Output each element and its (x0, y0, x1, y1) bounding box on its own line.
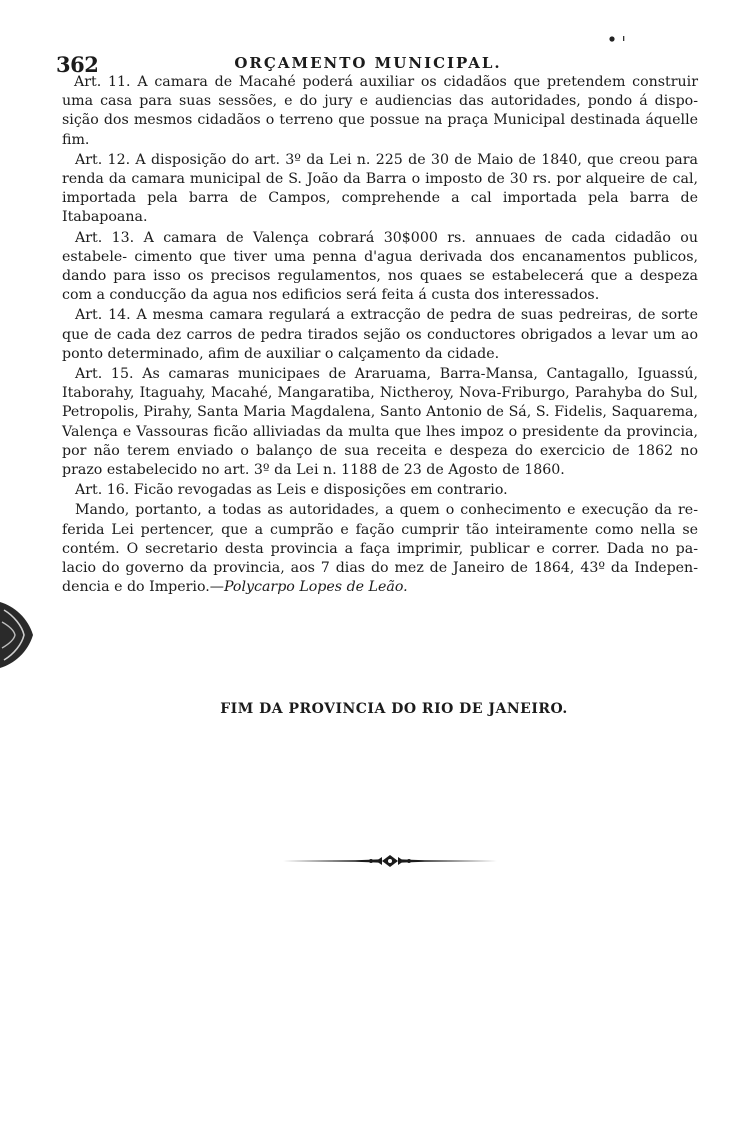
page-number: 362 (56, 52, 99, 77)
signature: Polycarpo Lopes de Leão. (223, 579, 408, 596)
article-13: Art. 13. A camara de Valença cobrará 30$000 rs. annuaes de cada cidadão ou estabele- cimento que tiver uma penna d'agua derivada dos encanamentos publicos, dando para isso os precisos regulamentos, nos quaes se estabelecerá que a despeza com a conducção da agua nos edificios será feita á custa dos interessados. (62, 229, 698, 304)
end-heading: FIM DA PROVINCIA DO RIO DE JANEIRO. (220, 701, 568, 717)
article-16: Art. 16. Ficão revogadas as Leis e disposições em contrario. (75, 482, 508, 499)
article-14: Art. 14. A mesma camara regulará a extracção de pedra de suas pedreiras, de sorte que de cada dez carros de pedra tirados sejão os conductores obrigados a levar um ao ponto determinado, afim de auxiliar o calçamento da cidade. (62, 307, 698, 362)
running-head: ORÇAMENTO MUNICIPAL. (234, 54, 502, 72)
printers-ornament-rule-icon (283, 852, 497, 870)
closing-paragraph (62, 501, 698, 597)
margin-stain-icon (0, 600, 36, 670)
closing-text: Mando, portanto, a todas as autoridades, a quem o conhecimento e execução da re- ferida Lei pertencer, que a cumprão e fação cumprir tão inteiramente como nella se contém. O secretario desta provincia a faça imprimir, publicar e correr. Dada no pa- lacio do governo da provincia, aos 7 dias do mez de Janeiro de 1864, 43º da Indepen- dencia e do Imperio.— (62, 502, 698, 596)
article-11: Art. 11. A camara de Macahé poderá auxiliar os cidadãos que pretendem construir uma casa para suas sessões, e do jury e audiencias das autoridades, pondo á dispo- sição dos mesmos cidadãos o terreno que possue na praça Municipal destinada áquelle fim. (62, 74, 698, 148)
article-12: Art. 12. A disposição do art. 3º da Lei n. 225 de 30 de Maio de 1840, que creou para renda da camara municipal de S. João da Barra o imposto de 30 rs. por alqueire de cal, importada pela barra de Campos, comprehende a cal importada pela barra de Itabapoana. (62, 151, 698, 226)
page-body (62, 73, 698, 597)
article-15: Art. 15. As camaras municipaes de Araruama, Barra-Mansa, Cantagallo, Iguassú, Itaborahy, Itaguahy, Macahé, Mangaratiba, Nictheroy, Nova-Friburgo, Parahyba do Sul, Petropolis, Pirahy, Santa Maria Magdalena, Santo Antonio de Sá, S. Fidelis, Saquarema, Valença e Vassouras ficão alliviadas da multa que lhes impoz o presidente da provincia, por não terem enviado o balanço de sua receita e despeza do exercicio de 1862 no prazo estabelecido no art. 3º da Lei n. 1188 de 23 de Agosto de 1860. (62, 366, 698, 479)
ink-speck (606, 29, 628, 39)
